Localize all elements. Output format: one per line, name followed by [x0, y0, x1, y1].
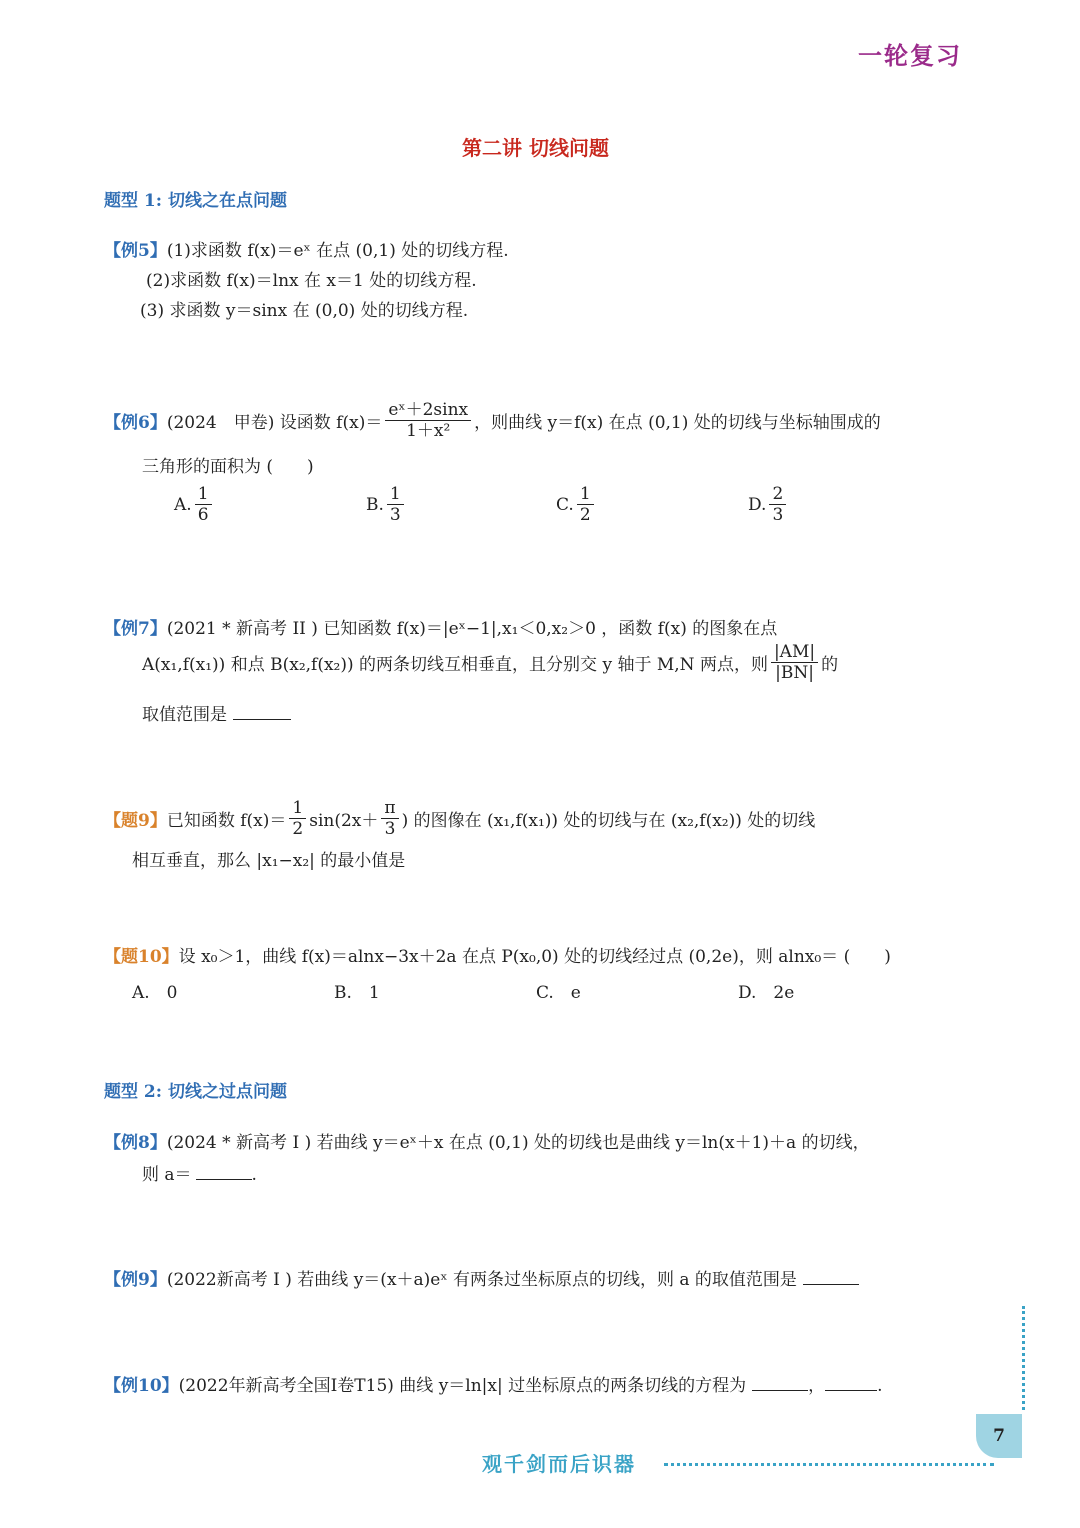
footer-motto: 观千剑而后识器: [482, 1452, 636, 1476]
example-8-line-2: 则 a＝ .: [142, 1160, 257, 1185]
answer-blank: [752, 1373, 808, 1391]
example-6-option-d: D. $\frac{2}{3}$: [748, 484, 789, 526]
question-9-line-2: 相互垂直，那么 |x₁−x₂| 的最小值是: [132, 851, 406, 871]
section-heading-1: 题型 1: 切线之在点问题: [104, 191, 287, 211]
answer-blank: [825, 1373, 877, 1391]
answer-blank: [803, 1267, 859, 1285]
example-6-option-c: C. $\frac{1}{2}$: [556, 484, 597, 526]
question-10-label: 【题10】: [104, 947, 179, 967]
question-10-option-c: C. e: [536, 983, 581, 1003]
question-10-line-1: 【题10】设 x₀＞1，曲线 f(x)＝alnx−3x＋2a 在点 P(x₀,0) 处的切线经过点 (0,2e)，则 alnx₀＝ ( ): [104, 947, 891, 967]
page-title: 第二讲 切线问题: [462, 136, 609, 160]
decorative-dotted-line-vertical: [1022, 1306, 1025, 1410]
example-6-option-a: A. $\frac{1}{6}$: [174, 484, 215, 526]
example-5-line-3: (3) 求函数 y＝sinx 在 (0,0) 处的切线方程.: [140, 301, 469, 321]
example-6-label: 【例6】: [104, 413, 167, 434]
page-number: 7: [993, 1426, 1005, 1446]
example-7-fraction: $\frac{|AM|}{|BN|}$: [771, 642, 818, 684]
example-10-label: 【例10】: [104, 1376, 179, 1396]
question-10-option-b: B. 1: [334, 983, 380, 1003]
example-9-line-1: 【例9】(2022新高考 I ) 若曲线 y＝(x＋a)eˣ 有两条过坐标原点的切线，则 a 的取值范围是: [104, 1265, 859, 1290]
question-10-option-d: D. 2e: [738, 983, 795, 1003]
example-7-line-3: 取值范围是: [142, 700, 291, 725]
example-6-fraction: $\frac{\text{eˣ＋2sinx}}{\text{1＋x²}}$: [385, 400, 471, 442]
section-heading-2: 题型 2: 切线之过点问题: [104, 1082, 287, 1102]
example-10-line-1: 【例10】(2022年新高考全国I卷T15) 曲线 y＝ln|x| 过坐标原点的两条切线的方程为 ， .: [104, 1371, 883, 1396]
example-7-line-2: A(x₁,f(x₁)) 和点 B(x₂,f(x₂)) 的两条切线互相垂直，且分别交 y 轴于 M,N 两点，则 $\frac{|AM|}{|BN|}$ 的: [142, 642, 839, 684]
example-6-option-b: B. $\frac{1}{3}$: [366, 484, 407, 526]
example-8-line-1: 【例8】(2024 * 新高考 I ) 若曲线 y＝eˣ＋x 在点 (0,1) 处的切线也是曲线 y＝ln(x＋1)＋a 的切线，: [104, 1133, 870, 1153]
answer-blank: [196, 1162, 252, 1180]
example-5-label: 【例5】: [104, 241, 167, 261]
example-6-line-2: 三角形的面积为 ( ): [142, 457, 314, 477]
question-9-label: 【题9】: [104, 811, 167, 832]
example-5-line-1: 【例5】(1)求函数 f(x)＝eˣ 在点 (0,1) 处的切线方程.: [104, 241, 509, 261]
question-10-option-a: A. 0: [132, 983, 178, 1003]
example-9-label: 【例9】: [104, 1270, 167, 1290]
example-6-line-1: 【例6】 (2024 甲卷) 设函数 f(x)＝ $\frac{\text{eˣ＋2sinx}}{\text{1＋x²}}$ ，则曲线 y＝f(x) 在点 (0,1) 处的切线与坐标轴围成的: [104, 400, 881, 442]
header-tag: 一轮复习: [858, 41, 962, 70]
page-number-badge: [976, 1414, 1022, 1458]
example-8-label: 【例8】: [104, 1133, 167, 1153]
example-7-line-1: 【例7】(2021 * 新高考 II ) 已知函数 f(x)＝|eˣ−1|,x₁＜0,x₂＞0 ，函数 f(x) 的图象在点: [104, 619, 778, 639]
example-7-label: 【例7】: [104, 619, 167, 639]
example-5-line-2: (2)求函数 f(x)＝lnx 在 x＝1 处的切线方程.: [146, 271, 477, 291]
question-9-line-1: 【题9】 已知函数 f(x)＝ $\frac{1}{2}$ sin(2x＋ $\frac{\pi}{3}$ ) 的图像在 (x₁,f(x₁)) 处的切线与在 (x₂,f(x₂)) 处的切线: [104, 798, 816, 840]
answer-blank: [233, 702, 291, 720]
decorative-dotted-line-horizontal: [664, 1463, 994, 1466]
